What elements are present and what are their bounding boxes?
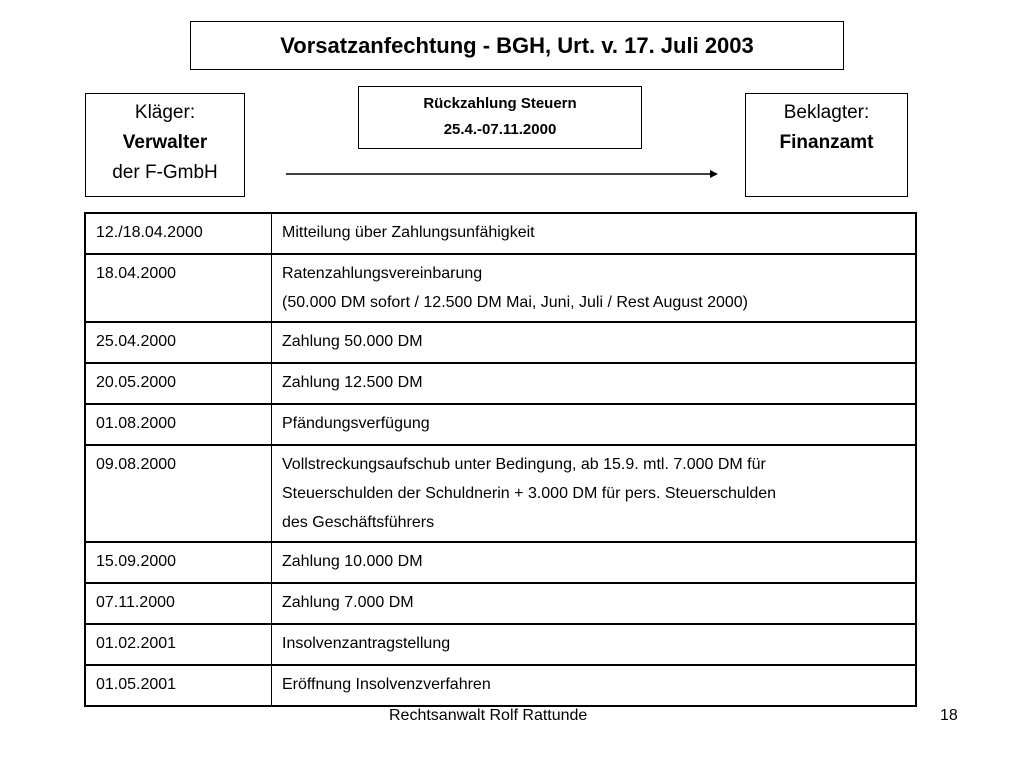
event-description: [272, 322, 917, 363]
event-description-line: (50.000 DM sofort / 12.500 DM Mai, Juni, Juli / Rest August 2000): [282, 294, 748, 311]
defendant-name: Finanzamt: [779, 132, 874, 153]
event-description: [272, 542, 917, 583]
event-description-line: Zahlung 7.000 DM: [282, 594, 414, 611]
event-date: 18.04.2000: [85, 254, 272, 322]
table-row: [85, 404, 916, 445]
table-row: [85, 322, 916, 363]
event-date: 01.08.2000: [85, 404, 272, 445]
event-description: [272, 665, 917, 706]
event-date: 01.05.2001: [85, 665, 272, 706]
plaintiff-name: Verwalter: [122, 132, 208, 153]
plaintiff-detail: der F-GmbH: [112, 162, 218, 183]
refund-period: 25.4.-07.11.2000: [443, 121, 557, 138]
event-date: 09.08.2000: [85, 445, 272, 542]
event-description-line: Vollstreckungsaufschub unter Bedingung, ab 15.9. mtl. 7.000 DM für: [282, 456, 766, 473]
event-description-line: Insolvenzantragstellung: [282, 635, 451, 652]
refund-box: [358, 86, 642, 149]
arrow-right-icon: [286, 166, 718, 182]
event-description-line: Zahlung 12.500 DM: [282, 374, 423, 391]
event-date: 07.11.2000: [85, 583, 272, 624]
table-row: [85, 254, 916, 322]
event-description: [272, 254, 917, 322]
table-row: [85, 542, 916, 583]
slide-title: Vorsatzanfechtung - BGH, Urt. v. 17. Juli 2003: [190, 21, 844, 70]
event-description-line: Zahlung 10.000 DM: [282, 553, 423, 570]
event-description-line: Steuerschulden der Schuldnerin + 3.000 DM für pers. Steuerschulden: [282, 485, 777, 502]
plaintiff-box: [85, 93, 245, 197]
defendant-label: Beklagter:: [783, 102, 870, 123]
event-description-line: des Geschäftsführers: [282, 514, 435, 531]
table-row: [85, 665, 916, 706]
event-description-line: Zahlung 50.000 DM: [282, 333, 423, 350]
footer-author: Rechtsanwalt Rolf Rattunde: [389, 707, 588, 724]
event-description-line: Ratenzahlungsvereinbarung: [282, 265, 483, 282]
event-date: 25.04.2000: [85, 322, 272, 363]
event-description-line: Mitteilung über Zahlungsunfähigkeit: [282, 224, 535, 241]
event-description: [272, 404, 917, 445]
event-description: [272, 363, 917, 404]
table-row: [85, 363, 916, 404]
defendant-box: [745, 93, 908, 197]
table-row: [85, 583, 916, 624]
page-number: 18: [940, 707, 958, 724]
event-description: [272, 213, 917, 254]
event-date: 15.09.2000: [85, 542, 272, 583]
event-date: 12./18.04.2000: [85, 213, 272, 254]
event-description: [272, 445, 917, 542]
event-description: [272, 583, 917, 624]
event-date: 01.02.2001: [85, 624, 272, 665]
events-table: [84, 212, 917, 707]
table-row: [85, 445, 916, 542]
event-date: 20.05.2000: [85, 363, 272, 404]
event-description: [272, 624, 917, 665]
table-row: [85, 213, 916, 254]
refund-title: Rückzahlung Steuern: [423, 95, 577, 112]
plaintiff-label: Kläger:: [134, 102, 196, 123]
event-description-line: Eröffnung Insolvenzverfahren: [282, 676, 491, 693]
event-description-line: Pfändungsverfügung: [282, 415, 430, 432]
table-row: [85, 624, 916, 665]
